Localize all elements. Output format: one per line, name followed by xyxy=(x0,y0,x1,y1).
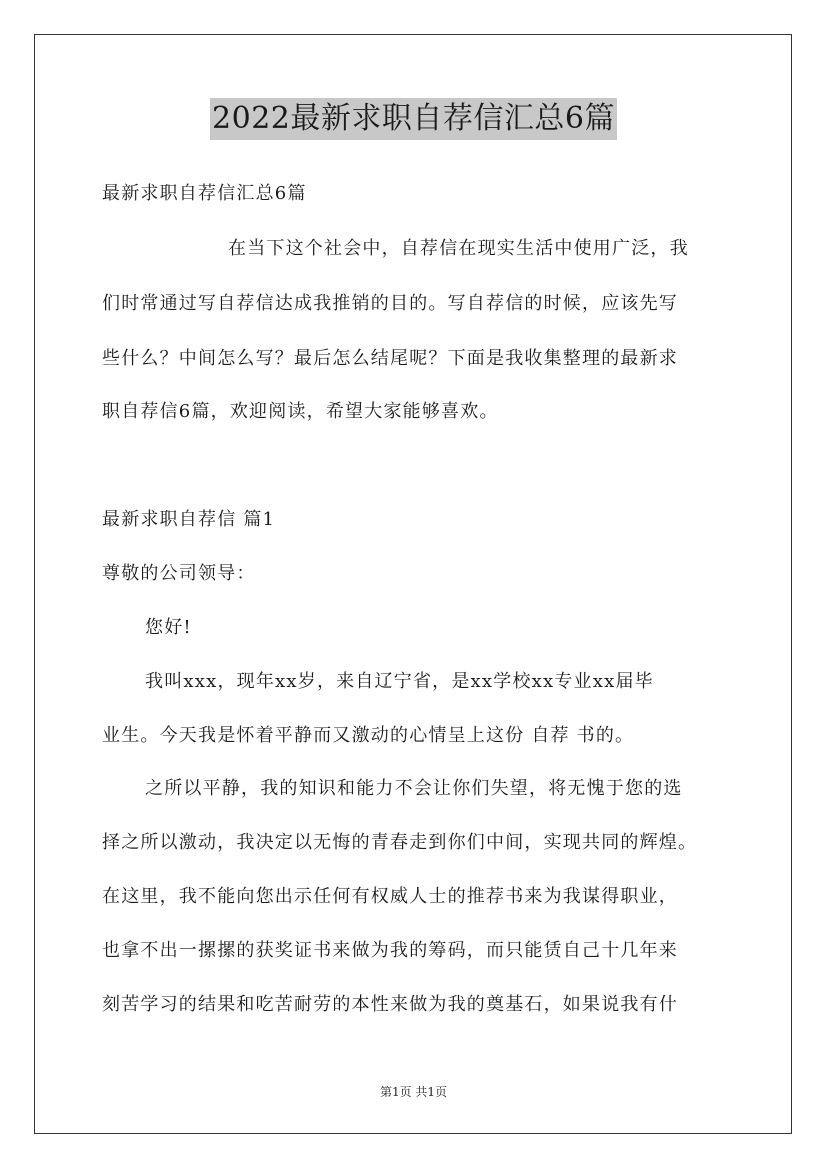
body-line-4: 择之所以激动，我决定以无悔的青春走到你们中间，实现共同的辉煌。 xyxy=(102,832,698,853)
body-line-7: 刻苦学习的结果和吃苦耐劳的本性来做为我的奠基石，如果说我有什 xyxy=(102,994,678,1015)
intro-line-4: 职自荐信6篇，欢迎阅读，希望大家能够喜欢。 xyxy=(102,401,499,422)
body-line-2: 业生。今天我是怀着平静而又激动的心情呈上这份 自荐 书的。 xyxy=(102,725,635,746)
body-line-6: 也拿不出一摞摞的获奖证书来做为我的筹码，而只能赁自己十几年来 xyxy=(102,940,678,961)
body-line-3: 之所以平静，我的知识和能力不会让你们失望，将无愧于您的选 xyxy=(145,778,683,799)
salutation: 尊敬的公司领导： xyxy=(102,563,256,584)
document-title xyxy=(0,98,827,140)
intro-line-3: 些什么？中间怎么写？最后怎么结尾呢？下面是我收集整理的最新求 xyxy=(102,348,678,369)
subtitle: 最新求职自荐信汇总6篇 xyxy=(102,183,307,204)
intro-line-2: 们时常通过写自荐信达成我推销的目的。写自荐信的时候，应该先写 xyxy=(102,293,678,314)
page-footer: 第1页 共1页 xyxy=(379,1085,448,1099)
section-heading: 最新求职自荐信 篇1 xyxy=(102,509,276,530)
greeting: 您好! xyxy=(145,617,192,638)
title-text: 2022最新求职自荐信汇总6篇 xyxy=(210,98,617,140)
intro-line-1: 在当下这个社会中，自荐信在现实生活中使用广泛，我 xyxy=(228,238,689,259)
body-line-5: 在这里，我不能向您出示任何有权威人士的推荐书来为我谋得职业， xyxy=(102,886,678,907)
body-line-1: 我叫xxx，现年xx岁，来自辽宁省，是xx学校xx专业xx届毕 xyxy=(145,671,654,692)
